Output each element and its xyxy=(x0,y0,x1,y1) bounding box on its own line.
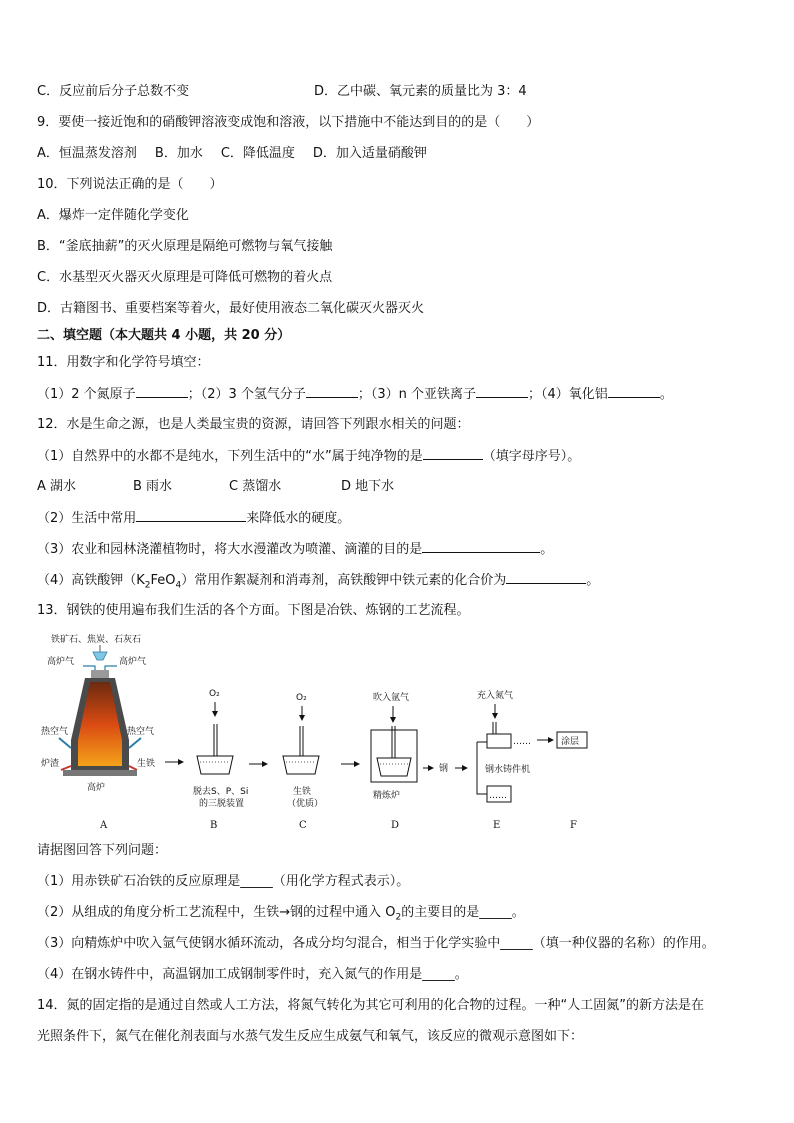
step-letter-d: D xyxy=(391,820,400,831)
q12-stem: 12．水是生命之源，也是人类最宝贵的资源，请回答下列跟水相关的问题： xyxy=(37,417,470,432)
slag-label: 炉渣 xyxy=(41,759,60,769)
q12-sub2-text: （2）生活中常用 xyxy=(37,511,137,526)
q12-sub4-subscript2: 4 xyxy=(175,580,182,591)
q11-blank3[interactable] xyxy=(476,385,528,398)
q12-option-c: C 蒸馏水 xyxy=(229,479,282,494)
q11-parts xyxy=(37,385,673,404)
o2-label-c: O₂ xyxy=(296,693,307,703)
q11-end: 。 xyxy=(659,387,673,402)
c-line1: 生铁 xyxy=(293,787,312,797)
feed-hopper-icon xyxy=(93,652,107,660)
q12-sub1-text: （1）自然界中的水都不是纯水，下列生活中的“水”属于纯净物的是 xyxy=(37,449,423,464)
furnace-label: 高炉 xyxy=(87,783,106,793)
hot-air-right-label: 热空气 xyxy=(127,727,155,737)
b-line1: 脱去S、P、Si xyxy=(193,787,249,797)
slag-spout xyxy=(61,766,71,770)
q13-sub1: （1）用赤铁矿石冶铁的反应原理是_____（用化学方程式表示）。 xyxy=(37,874,410,889)
argon-in-label: 吹入氩气 xyxy=(373,693,410,703)
step-letter-c: C xyxy=(299,820,307,831)
furnace-base xyxy=(63,770,137,776)
q13-sub3: （3）向精炼炉中吹入氩气使钢水循环流动，各成分均匀混合，相当于化学实验中_____（填一种仪器的名称）的作用。 xyxy=(37,936,715,951)
vessel-d xyxy=(377,758,411,776)
q12-sub4-formula: FeO xyxy=(150,573,176,588)
q12-option-d: D 地下水 xyxy=(341,479,395,494)
q13-sub2-subscript: 2 xyxy=(395,912,402,923)
q12-sub1 xyxy=(37,447,580,466)
vessel-c xyxy=(283,756,319,774)
q12-sub3 xyxy=(37,540,553,559)
q12-sub2-tail: 来降低水的硬度。 xyxy=(246,511,351,526)
steel-caster xyxy=(477,689,531,802)
q9-stem: 9．要使一接近饱和的硝酸钾溶液变成饱和溶液，以下措施中不能达到目的的是（ ） xyxy=(37,115,540,130)
b-line2: 的三脱装置 xyxy=(199,799,245,809)
q14-line1: 14．氮的固定指的是通过自然或人工方法，将氮气转化为其它可利用的化合物的过程。一种“人工固氮”的新方法是在 xyxy=(37,998,705,1013)
q14-line2: 光照条件下，氮气在催化剂表面与水蒸气发生反应生成氨气和氧气，该反应的微观示意图如下： xyxy=(37,1029,584,1044)
q12-sub3-tail: 。 xyxy=(540,542,554,557)
q9-option-a: A．恒温蒸发溶剂 xyxy=(37,146,137,161)
q10-option-b: B．“釜底抽薪”的灭火原理是隔绝可燃物与氧气接触 xyxy=(37,239,333,254)
dots-1: …… xyxy=(513,737,531,747)
q8-option-c: C．反应前后分子总数不变 xyxy=(37,84,190,99)
q11-stem: 11．用数字和化学符号填空： xyxy=(37,355,210,370)
q11-blank2[interactable] xyxy=(306,385,358,398)
hot-air-pipe-right xyxy=(129,738,141,748)
q12-blank1[interactable] xyxy=(423,447,483,460)
steel-label: 钢 xyxy=(439,764,449,774)
q9-option-d: D．加入适量硝酸钾 xyxy=(312,146,427,161)
q9-option-c: C．降低温度 xyxy=(220,146,295,161)
q11-blank1[interactable] xyxy=(136,385,188,398)
step-letter-f: F xyxy=(570,820,577,831)
q11-part2: ；（2）3 个氢气分子 xyxy=(187,387,306,402)
vessel-b xyxy=(197,756,233,774)
coating-label: 涂层 xyxy=(561,737,580,747)
gas-right-top-label: 高炉气 xyxy=(119,657,147,667)
q13-stem: 13．钢铁的使用遍布我们生活的各个方面。下图是冶铁、炼钢的工艺流程。 xyxy=(37,603,470,618)
q12-sub2 xyxy=(37,509,350,528)
q12-sub4-tail: 。 xyxy=(586,573,600,588)
q12-options xyxy=(37,478,394,496)
o2-label-b: O₂ xyxy=(209,689,220,699)
section-title: 二、填空题（本大题共 4 小题，共 20 分） xyxy=(37,328,291,343)
q12-sub4-text2: ）常用作絮凝剂和消毒剂，高铁酸钾中铁元素的化合价为 xyxy=(181,573,507,588)
q12-option-a: A 湖水 xyxy=(37,479,77,494)
q12-sub4 xyxy=(37,571,599,595)
q10-option-a: A．爆炸一定伴随化学变化 xyxy=(37,208,189,223)
caster-label: 钢水铸件机 xyxy=(485,765,531,775)
c-line2: （优质） xyxy=(287,799,324,809)
q12-blank4[interactable] xyxy=(506,571,586,584)
q13-ask: 请据图回答下列问题： xyxy=(37,843,168,858)
step-letter-e: E xyxy=(493,820,501,831)
q13-sub2-text: （2）从组成的角度分析工艺流程中，生铁→钢的过程中通入 O xyxy=(37,905,396,920)
q13-sub4: （4）在钢水铸件中，高温钢加工成钢制零件时，充入氮气的作用是_____。 xyxy=(37,967,468,982)
iron-steel-flow-diagram xyxy=(37,630,757,838)
diagram-top-label: 铁矿石、焦炭、石灰石 xyxy=(51,635,142,645)
step-letter-b: B xyxy=(210,820,218,831)
hot-air-left-label: 热空气 xyxy=(41,727,69,737)
gas-left-top-label: 高炉气 xyxy=(47,657,75,667)
q9-options xyxy=(37,145,427,163)
iron-spout xyxy=(129,766,137,770)
furnace-top xyxy=(91,670,109,678)
dots-2: …… xyxy=(489,791,507,801)
q12-sub3-text: （3）农业和园林浇灌植物时，将大水漫灌改为喷灌、滴灌的目的是 xyxy=(37,542,423,557)
q11-blank4[interactable] xyxy=(608,385,660,398)
refine-label: 精炼炉 xyxy=(373,791,401,801)
refining-furnace xyxy=(371,691,417,801)
q8-option-d: D．乙中碳、氧元素的质量比为 3：4 xyxy=(314,84,527,99)
q11-part4: ；（4）氧化铝 xyxy=(528,387,608,402)
q11-part1: （1）2 个氮原子 xyxy=(37,387,136,402)
q10-option-c: C．水基型灭火器灭火原理是可降低可燃物的着火点 xyxy=(37,270,333,285)
pig-iron-label: 生铁 xyxy=(137,759,156,769)
q12-sub1-tail: （填字母序号）。 xyxy=(482,449,581,464)
caster-top-box xyxy=(487,734,511,748)
q12-option-b: B 雨水 xyxy=(133,479,173,494)
q10-stem: 10．下列说法正确的是（ ） xyxy=(37,177,223,192)
q9-option-b: B．加水 xyxy=(154,146,203,161)
q13-sub2 xyxy=(37,904,525,927)
blast-furnace xyxy=(41,633,155,793)
q12-blank2[interactable] xyxy=(136,509,246,522)
quality-pig-iron-device xyxy=(283,693,323,809)
q12-sub4-subscript1: 2 xyxy=(144,580,151,591)
q11-part3: ；（3）n 个亚铁离子 xyxy=(357,387,477,402)
step-letter-a: A xyxy=(100,820,108,831)
q10-option-d: D．古籍图书、重要档案等着火，最好使用液态二氧化碳灭火器灭火 xyxy=(37,301,425,316)
three-removal-device xyxy=(193,689,248,809)
nitrogen-in-label: 充入氮气 xyxy=(477,691,514,701)
q13-sub2-tail: 的主要目的是_____。 xyxy=(401,905,525,920)
q12-blank3[interactable] xyxy=(422,540,540,553)
q12-sub4-text: （4）高铁酸钾（K xyxy=(37,573,145,588)
hot-air-pipe-left xyxy=(59,738,71,748)
